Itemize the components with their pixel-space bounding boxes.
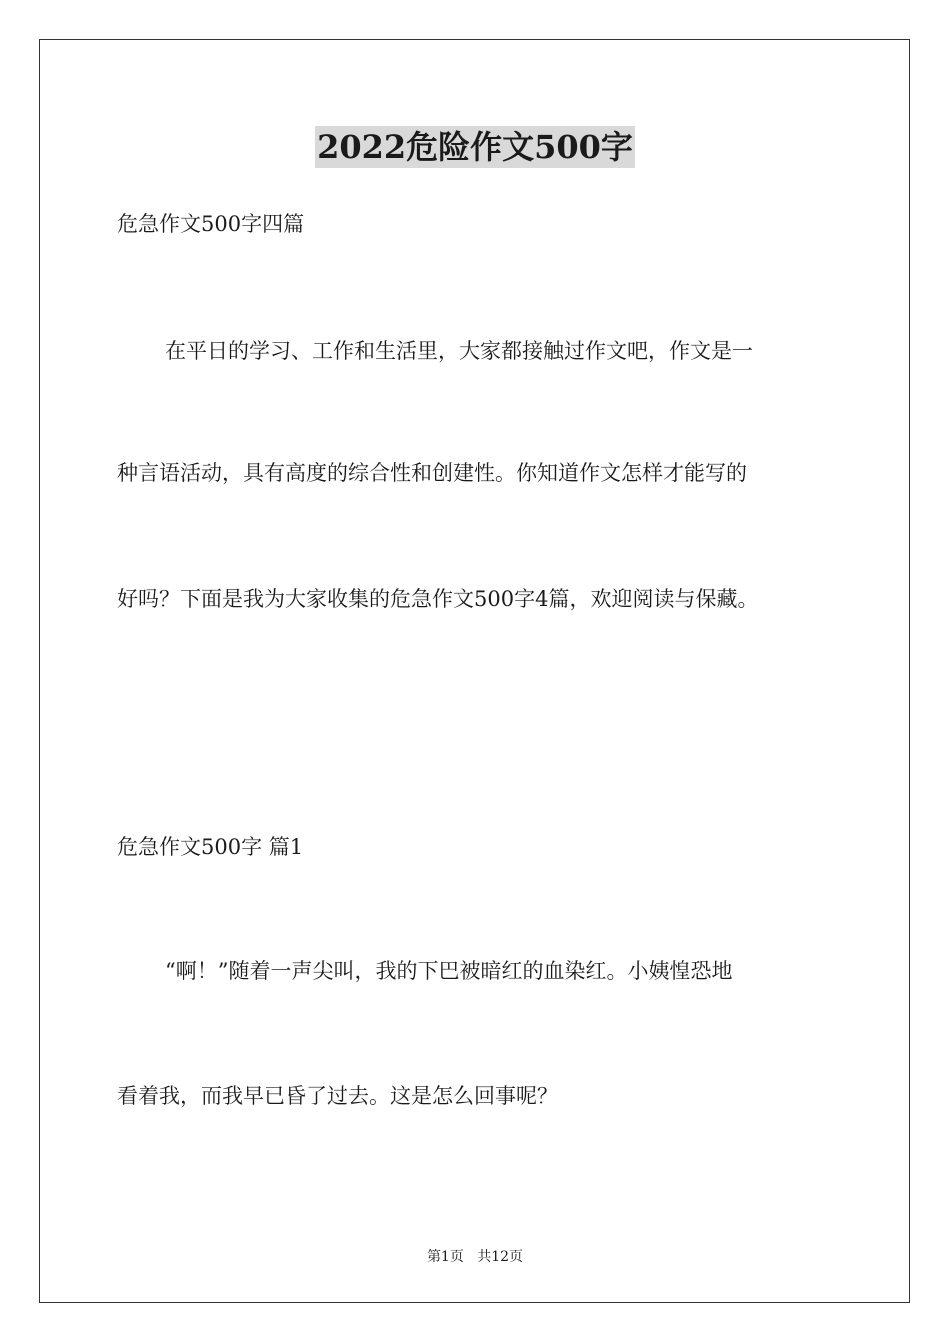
- section-line-2: 看着我，而我早已昏了过去。这是怎么回事呢？: [117, 1084, 558, 1108]
- section-heading: 危急作文500字 篇1: [117, 835, 304, 859]
- section-line-1: “啊！”随着一声尖叫，我的下巴被暗红的血染红。小姨惶恐地: [165, 959, 733, 983]
- document-subtitle: 危急作文500字四篇: [117, 212, 305, 236]
- intro-line-2: 种言语活动，具有高度的综合性和创建性。你知道作文怎样才能写的: [117, 461, 747, 485]
- intro-line-3: 好吗？下面是我为大家收集的危急作文500字4篇，欢迎阅读与保藏。: [117, 587, 759, 611]
- page-footer: [0, 1248, 950, 1266]
- page-total: 共12页: [477, 1249, 524, 1265]
- document-title: 2022危险作文500字: [317, 128, 633, 166]
- page-number: 第1页: [426, 1249, 464, 1265]
- intro-line-1: 在平日的学习、工作和生活里，大家都接触过作文吧，作文是一: [165, 339, 753, 363]
- title-container: [0, 126, 950, 168]
